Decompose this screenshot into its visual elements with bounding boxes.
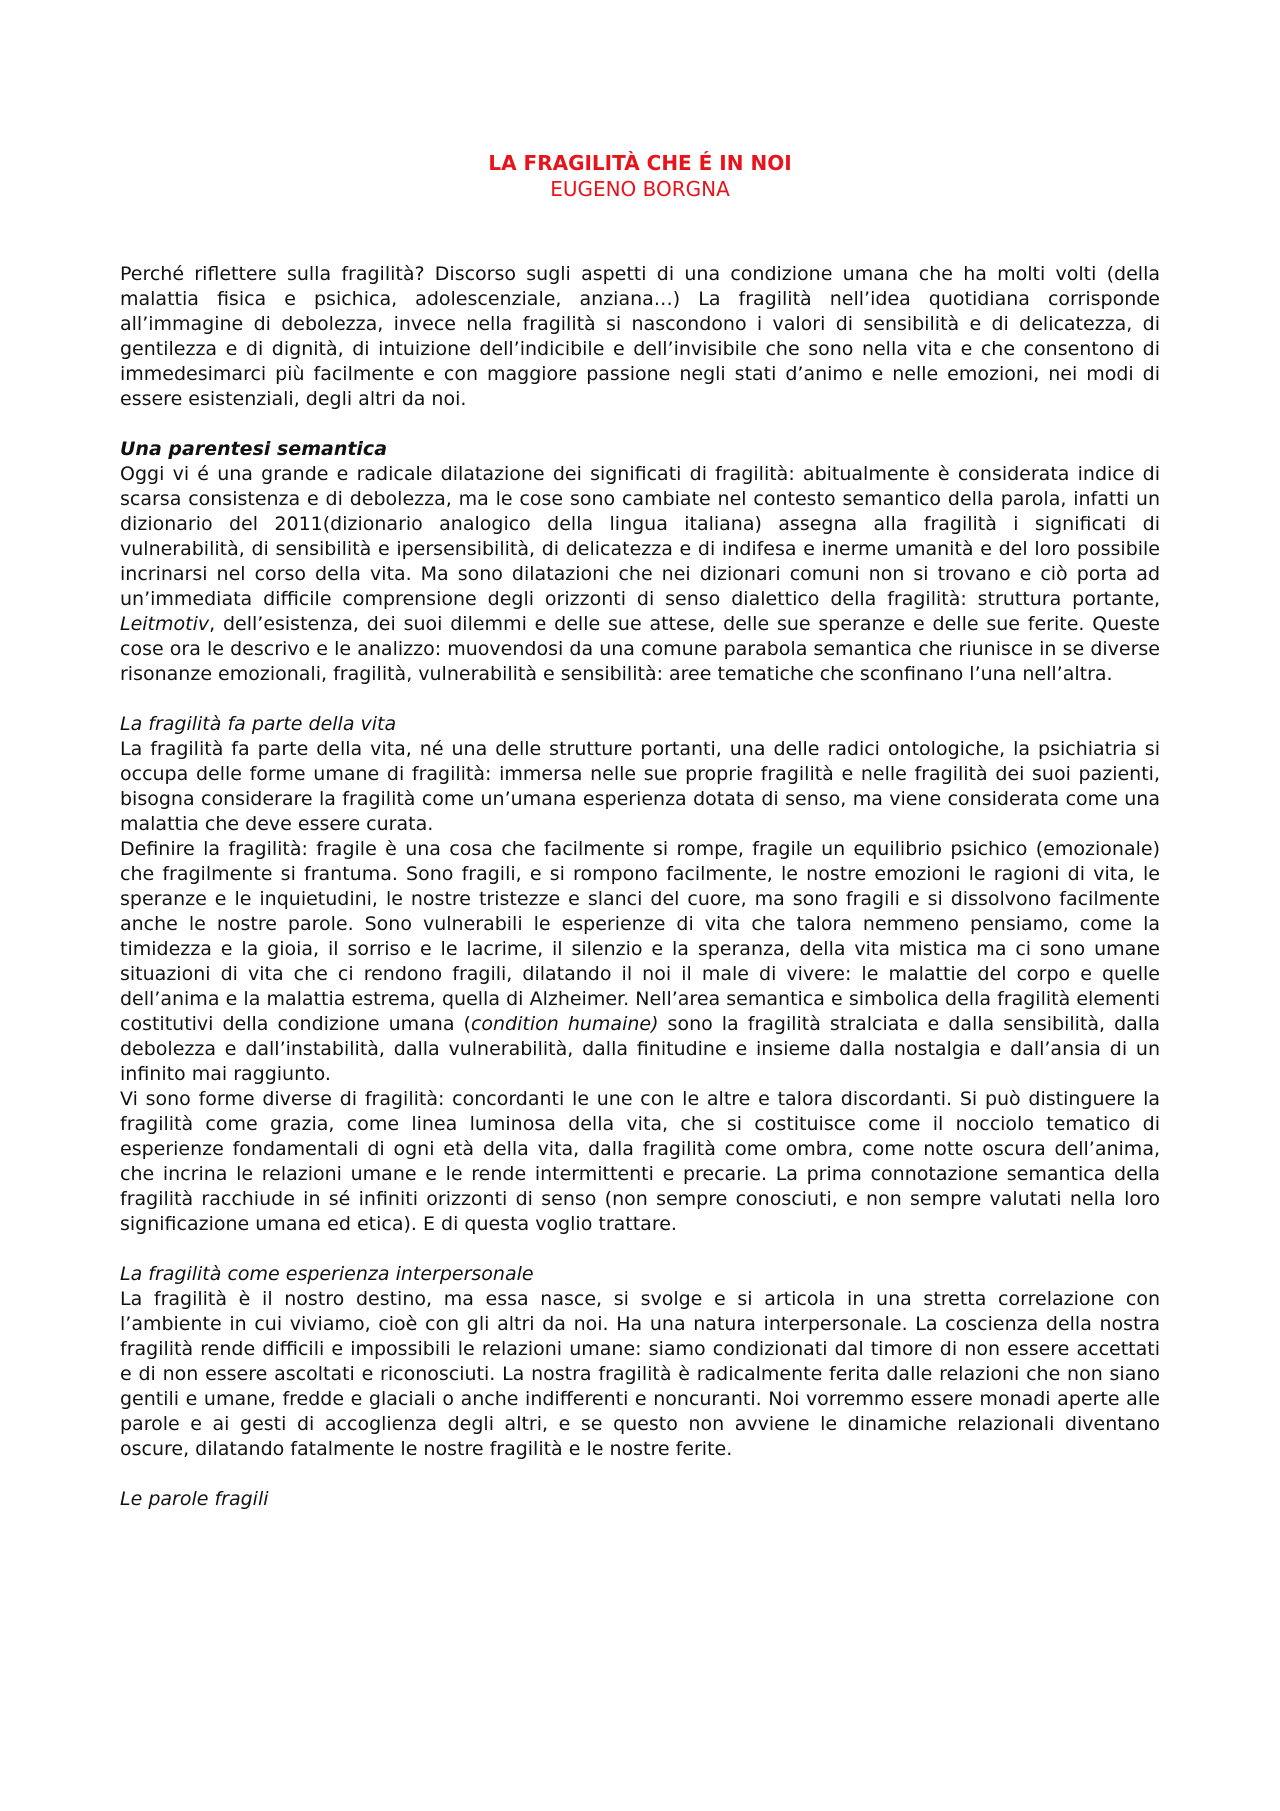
section-heading-vita: La fragilità fa parte della vita: [120, 713, 397, 735]
emphasis-condition-humaine: condition humaine): [470, 1013, 659, 1035]
section-heading-parole: Le parole fragili: [120, 1488, 269, 1510]
emphasis-leitmotiv: Leitmotiv: [120, 613, 210, 635]
text-span: Definire la fragilità: fragile è una cosa che facilmente si rompe, fragile un equilibrio psichico (emozionale) che fragilmente si frantuma. Sono fragili, e si rompono facilmente, le nostre emozioni le ragioni di vita, le speranze e le inquietudini, le nostre tristezze e slanci del cuore, ma sono fragili e si dissolvono facilmente anche le nostre parole. Sono vulnerabili le esperienze di vita che talora nemmeno pensiamo, come la timidezza e la gioia, il sorriso e le lacrime, il silenzio e la speranza, della vita mistica ma ci sono umane situazioni di vita che ci rendono fragili, dilatando il noi il male di vivere: le malattie del corpo e quelle dell’anima e la malattia estrema, quella di Alzheimer. Nell’area semantica e simbolica della fragilità elementi costitutivi della condizione umana (: [120, 838, 1160, 1035]
document-title: LA FRAGILITÀ CHE É IN NOI: [488, 151, 792, 175]
text-span: Oggi vi é una grande e radicale dilatazione dei significati di fragilità: abitualmente è considerata indice di scarsa consistenza e di debolezza, ma le cose sono cambiate nel contesto semantico della parola, infatti un dizionario del 2011(dizionario analogico della lingua italiana) assegna alla fragilità i significati di vulnerabilità, di sensibilità e ipersensibilità, di delicatezza e di indifesa e inerme umanità e del loro possibile incrinarsi nel corso della vita. Ma sono dilatazioni che nei dizionari comuni non si trovano e ciò porta ad un’immediata difficile comprensione degli orizzonti di senso dialettico della fragilità: struttura portante,: [120, 463, 1160, 610]
paragraph-gap: [120, 412, 1160, 437]
text-span: sono la fragilità stralciata e dalla sensibilità, dalla debolezza e dall’instabilità, dalla vulnerabilità, dalla finitudine e insieme dalla nostalgia e dall’ansia di un infinito mai raggiunto.: [120, 1013, 1160, 1085]
paragraph-gap: [120, 1237, 1160, 1262]
intro-paragraph: Perché riflettere sulla fragilità? Discorso sugli aspetti di una condizione umana che ha molti volti (della malattia fisica e psichica, adolescenziale, anziana…) La fragilità nell’idea quotidiana corrisponde all’immagine di debolezza, invece nella fragilità si nascondono i valori di sensibilità e di delicatezza, di gentilezza e di dignità, di intuizione dell’indicibile e dell’invisibile che sono nella vita e che consentono di immedesimarci più facilmente e con maggiore passione negli stati d’animo e nelle emozioni, nei modi di essere esistenziali, degli altri da noi.: [120, 263, 1160, 410]
paragraph-gap: [120, 1462, 1160, 1487]
document-author: EUGENO BORGNA: [550, 177, 730, 201]
section-interpersonale-paragraph: La fragilità è il nostro destino, ma essa nasce, si svolge e si articola in una stretta correlazione con l’ambiente in cui viviamo, cioè con gli altri da noi. Ha una natura interpersonale. La coscienza della nostra fragilità rende difficili e impossibili le relazioni umane: siamo condizionati dal timore di non essere accettati e di non essere ascoltati e riconosciuti. La nostra fragilità è radicalmente ferita dalle relazioni che non siano gentili e umane, fredde e glaciali o anche indifferenti e noncuranti. Noi vorremmo essere monadi aperte alle parole e ai gesti di accoglienza degli altri, e se questo non avviene le dinamiche relazionali diventano oscure, dilatando fatalmente le nostre fragilità e le nostre ferite.: [120, 1288, 1160, 1460]
section-vita-paragraph-1: La fragilità fa parte della vita, né una delle strutture portanti, una delle radici ontologiche, la psichiatria si occupa delle forme umane di fragilità: immersa nelle sue proprie fragilità e nelle fragilità dei suoi pazienti, bisogna considerare la fragilità come un’umana esperienza dotata di senso, ma viene considerata come una malattia che deve essere curata.: [120, 738, 1160, 835]
paragraph-gap: [120, 687, 1160, 712]
text-span: , dell’esistenza, dei suoi dilemmi e delle sue attese, delle sue speranze e delle sue ferite. Queste cose ora le descrivo e le analizzo: muovendosi da una comune parabola semantica che riunisce in se diverse risonanze emozionali, fragilità, vulnerabilità e sensibilità: aree tematiche che sconfinano l’una nell’altra.: [120, 613, 1160, 685]
section-heading-interpersonale: La fragilità come esperienza interpersonale: [120, 1263, 534, 1285]
section-vita-paragraph-3: Vi sono forme diverse di fragilità: concordanti le une con le altre e talora discordanti. Si può distinguere la fragilità come grazia, come linea luminosa della vita, che si costituisce come il nocciolo tematico di esperienze fondamentali di ogni età della vita, dalla fragilità come ombra, come notte oscura dell’anima, che incrina le relazioni umane e le rende intermittenti e precarie. La prima connotazione semantica della fragilità racchiude in sé infiniti orizzonti di senso (non sempre conosciuti, e non sempre valutati nella loro significazione umana ed etica). E di questa voglio trattare.: [120, 1088, 1160, 1235]
section-semantica-paragraph: [120, 462, 1160, 687]
section-heading-semantica: Una parentesi semantica: [120, 438, 388, 460]
document-page: [120, 150, 1160, 1512]
section-vita-paragraph-2: [120, 837, 1160, 1087]
